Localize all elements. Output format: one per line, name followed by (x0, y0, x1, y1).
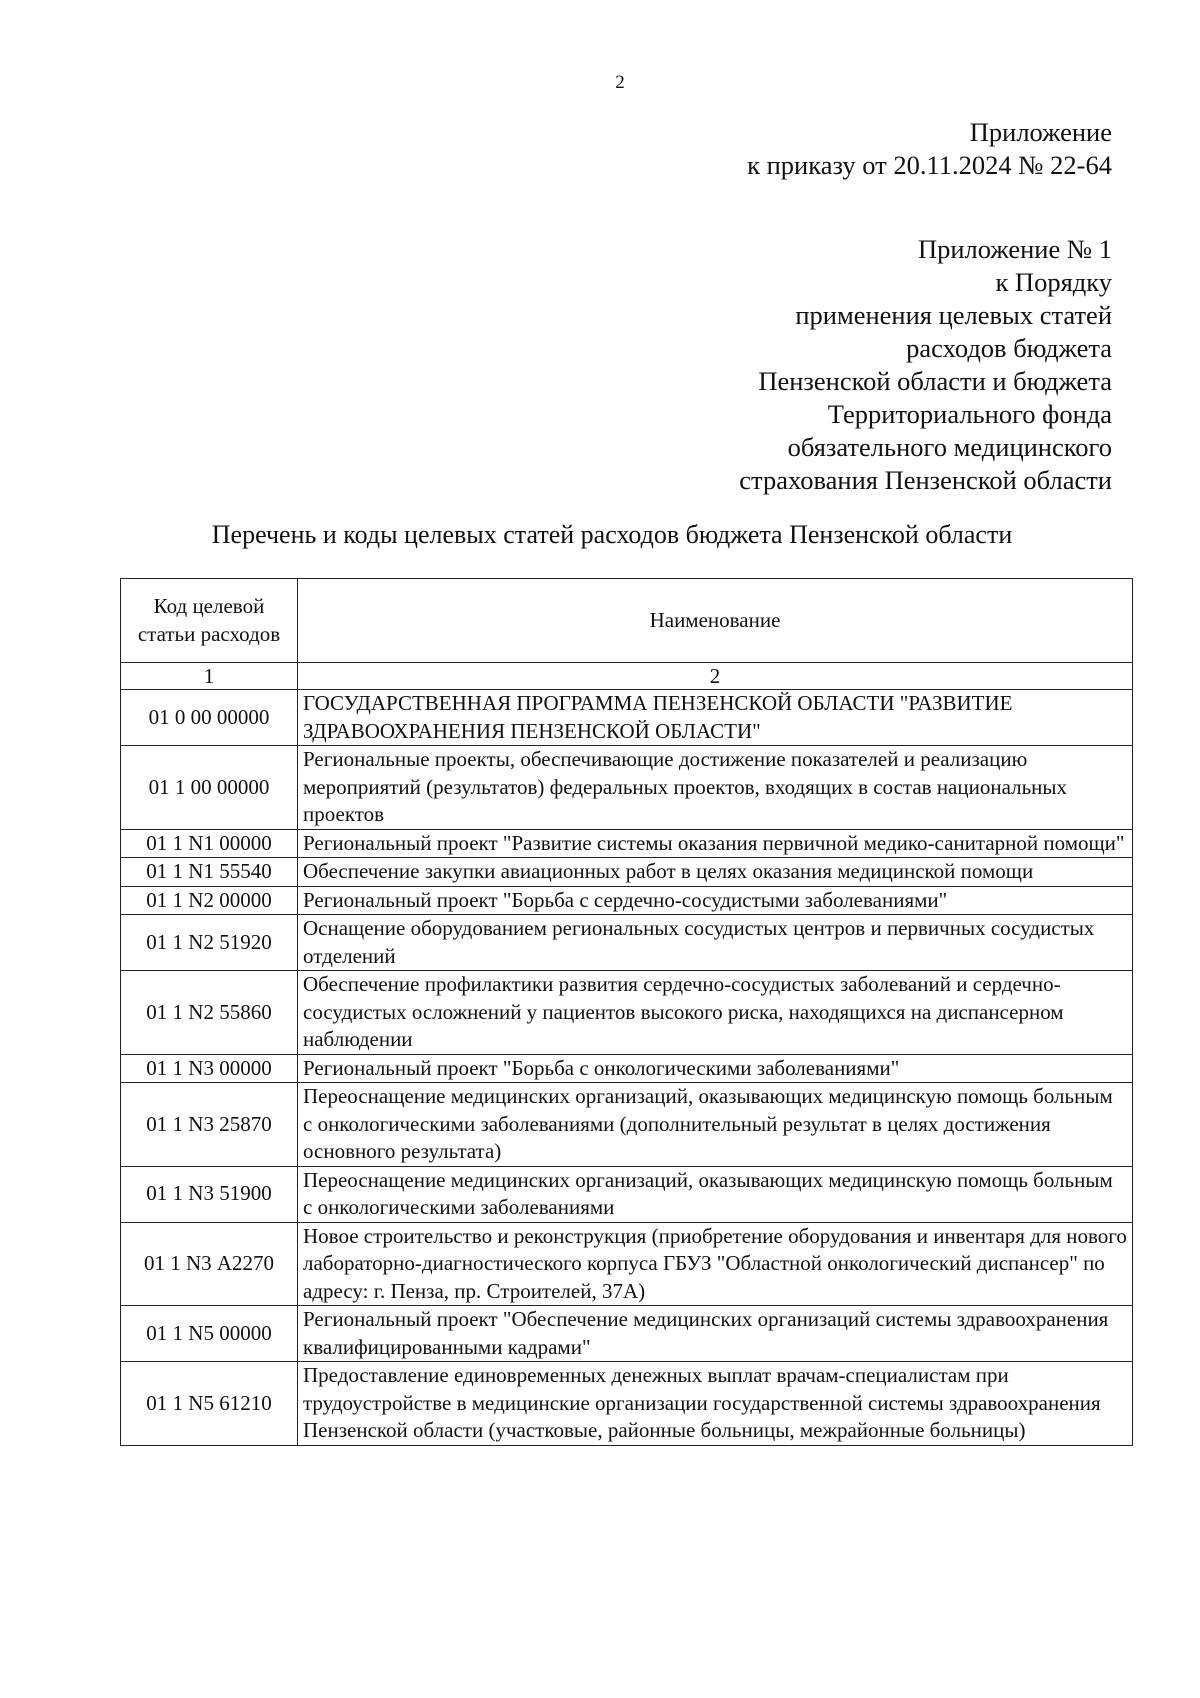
row-name: Региональные проекты, обеспечивающие достижение показателей и реализацию мероприятий (результатов) федеральных проектов, входящих в состав национальных проектов (298, 746, 1133, 830)
row-code: 01 1 N2 00000 (121, 886, 298, 915)
table-row (121, 1222, 1133, 1306)
table-header-row (121, 579, 1133, 663)
row-code: 01 1 00 00000 (121, 746, 298, 830)
appendix-procedure-line: расходов бюджета (906, 333, 1112, 363)
row-code: 01 1 N3 51900 (121, 1166, 298, 1222)
column-number-row (121, 663, 1133, 690)
target-codes-table (120, 578, 1133, 1446)
appendix-procedure-line: обязательного медицинского (787, 432, 1112, 462)
appendix-procedure-line: Приложение № 1 (917, 234, 1112, 264)
row-code: 01 1 N1 55540 (121, 858, 298, 887)
row-name: Переоснащение медицинских организаций, оказывающих медицинскую помощь больным с онкологическими заболеваниями (298, 1166, 1133, 1222)
row-name: Региональный проект "Борьба с онкологическими заболеваниями" (298, 1054, 1133, 1083)
header-code-cell: Код целевой статьи расходов (121, 579, 298, 663)
column-number-1: 1 (121, 663, 298, 690)
row-name: Оснащение оборудованием региональных сосудистых центров и первичных сосудистых отделений (298, 915, 1133, 971)
row-code: 01 1 N3 25870 (121, 1083, 298, 1167)
table-row (121, 886, 1133, 915)
header-name-cell: Наименование (298, 579, 1133, 663)
column-number-2: 2 (298, 663, 1133, 690)
row-code: 01 1 N2 55860 (121, 971, 298, 1055)
table-row (121, 1083, 1133, 1167)
row-name: Обеспечение закупки авиационных работ в целях оказания медицинской помощи (298, 858, 1133, 887)
appendix-order-line: к приказу от 20.11.2024 № 22-64 (747, 150, 1112, 180)
appendix-order-block (747, 116, 1112, 182)
row-code: 01 1 N5 61210 (121, 1362, 298, 1446)
appendix-procedure-line: Пензенской области и бюджета (758, 366, 1112, 396)
table-row (121, 1362, 1133, 1446)
row-name: Обеспечение профилактики развития сердечно-сосудистых заболеваний и сердечно-сосудистых осложнений у пациентов высокого риска, находящихся на диспансерном наблюдении (298, 971, 1133, 1055)
row-name: Региональный проект "Борьба с сердечно-сосудистыми заболеваниями" (298, 886, 1133, 915)
table-row (121, 1306, 1133, 1362)
table-row (121, 971, 1133, 1055)
row-code: 01 1 N1 00000 (121, 829, 298, 858)
table-row (121, 829, 1133, 858)
page-number: 2 (615, 72, 625, 93)
row-name: Предоставление единовременных денежных выплат врачам-специалистам при трудоустройстве в медицинские организации государственной системы здравоохранения Пензенской области (участковые, районные больницы, межрайонные больницы) (298, 1362, 1133, 1446)
appendix-procedure-line: к Порядку (995, 267, 1112, 297)
row-code: 01 0 00 00000 (121, 690, 298, 746)
row-name: Региональный проект "Развитие системы оказания первичной медико-санитарной помощи" (298, 829, 1133, 858)
row-name: Переоснащение медицинских организаций, оказывающих медицинскую помощь больным с онкологическими заболеваниями (дополнительный результат в целях достижения основного результата) (298, 1083, 1133, 1167)
document-title: Перечень и коды целевых статей расходов бюджета Пензенской области (211, 520, 1013, 549)
appendix-procedure-line: страхования Пензенской области (739, 465, 1112, 495)
row-code: 01 1 N3 00000 (121, 1054, 298, 1083)
row-name: ГОСУДАРСТВЕННАЯ ПРОГРАММА ПЕНЗЕНСКОЙ ОБЛАСТИ "РАЗВИТИЕ ЗДРАВООХРАНЕНИЯ ПЕНЗЕНСКОЙ ОБЛАСТИ" (298, 690, 1133, 746)
row-code: 01 1 N5 00000 (121, 1306, 298, 1362)
table-row (121, 858, 1133, 887)
table-row (121, 1054, 1133, 1083)
row-name: Региональный проект "Обеспечение медицинских организаций системы здравоохранения квалифицированными кадрами" (298, 1306, 1133, 1362)
table-row (121, 1166, 1133, 1222)
row-code: 01 1 N2 51920 (121, 915, 298, 971)
row-name: Новое строительство и реконструкция (приобретение оборудования и инвентаря для нового лабораторно-диагностического корпуса ГБУЗ "Областной онкологический диспансер" по адресу: г. Пенза, пр. Строителей, 37А) (298, 1222, 1133, 1306)
appendix-procedure-block (739, 233, 1112, 497)
appendix-procedure-line: применения целевых статей (795, 300, 1112, 330)
table-row (121, 915, 1133, 971)
row-code: 01 1 N3 А2270 (121, 1222, 298, 1306)
table-row (121, 746, 1133, 830)
appendix-order-line: Приложение (969, 117, 1112, 147)
table-row (121, 690, 1133, 746)
appendix-procedure-line: Территориального фонда (827, 399, 1112, 429)
